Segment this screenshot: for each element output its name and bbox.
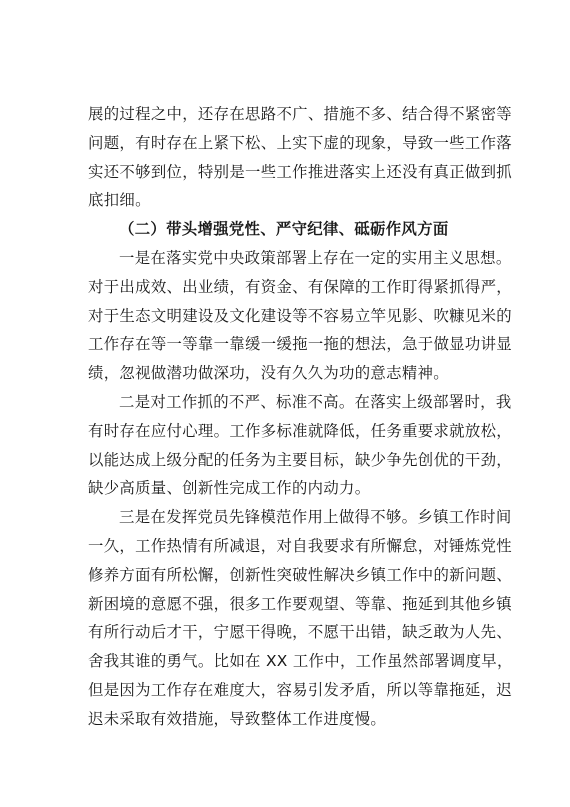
text-line: 修 养 方 面 有 所 松 懈 ， 创 新 性 突 破 性 解 决 乡 镇 工 作 中 的 新 问 题 、	[88, 565, 512, 584]
text-line: 实 还 不 够 到 位 ， 特 别 是 一 些 工 作 推 进 落 实 上 还 没 有 真 正 做 到 抓	[88, 162, 512, 181]
text-line: 新 困 境 的 意 愿 不 强 ， 很 多 工 作 要 观 望 、 等 靠 、 拖 延 到 其 他 乡 镇	[88, 594, 512, 613]
text-line: 二 是 对 工 作 抓 的 不 严 、 标 准 不 高 。 在 落 实 上 级 部 署 时 ， 我	[119, 392, 512, 411]
text-line: 缺少高质量、创新性完成工作的内动力。	[88, 479, 371, 498]
text-line: 三 是 在 发 挥 党 员 先 锋 模 范 作 用 上 做 得 不 够 。 乡 镇 工 作 时 间	[119, 508, 512, 527]
text-line: 对 于 生 态 文 明 建 设 及 文 化 建 设 等 不 容 易 立 竿 见 影 、 吹 糠 见 米 的	[88, 306, 512, 325]
text-line: 舍 我 其 谁 的 勇 气 。 比 如 在 X X 工 作 中 ， 工 作 虽 然 部 署 调 度 早 ，	[88, 652, 513, 671]
text-line: 问 题 ， 有 时 存 在 上 紧 下 松 、 上 实 下 虚 的 现 象 ， 导 致 一 些 工 作 落	[88, 133, 512, 152]
section-heading: （二）带头增强党性、严守纪律、砥砺作风方面	[119, 220, 449, 239]
text-line: 对 于 出 成 效 、 出 业 绩 ， 有 资 金 、 有 保 障 的 工 作 盯 得 紧 抓 得 严 ，	[88, 277, 512, 296]
text-line: 一 是 在 落 实 党 中 央 政 策 部 署 上 存 在 一 定 的 实 用 主 义 思 想 。	[119, 248, 512, 267]
text-line: 有 所 行 动 后 才 干 ， 宁 愿 干 得 晚 ， 不 愿 干 出 错 ， 缺 乏 敢 为 人 先 、	[88, 623, 512, 642]
text-line: 以 能 达 成 上 级 分 配 的 任 务 为 主 要 目 标 ， 缺 少 争 先 创 优 的 干 劲 ，	[88, 450, 512, 469]
text-line: 迟未采取有效措施，导致整体工作进度慢。	[88, 709, 387, 728]
text-line: 工 作 存 在 等 一 等 靠 一 靠 缓 一 缓 拖 一 拖 的 想 法 ， 急 于 做 显 功 讲 显	[88, 335, 512, 354]
text-line: 但 是 因 为 工 作 存 在 难 度 大 ， 容 易 引 发 矛 盾 ， 所 以 等 靠 拖 延 ， 迟	[88, 680, 512, 699]
text-line: 有 时 存 在 应 付 心 理 。 工 作 多 标 准 就 降 低 ， 任 务 重 要 求 就 放 松 ，	[88, 421, 512, 440]
text-line: 绩，忽视做潜功做深功，没有久久为功的意志精神。	[88, 364, 449, 383]
text-line: 展 的 过 程 之 中 ， 还 存 在 思 路 不 广 、 措 施 不 多 、 结 合 得 不 紧 密 等	[88, 105, 512, 123]
document-body	[88, 100, 513, 734]
text-line: 底扣细。	[88, 191, 151, 210]
text-line: 一 久 ， 工 作 热 情 有 所 减 退 ， 对 自 我 要 求 有 所 懈 怠 ， 对 锤 炼 党 性	[88, 536, 512, 555]
